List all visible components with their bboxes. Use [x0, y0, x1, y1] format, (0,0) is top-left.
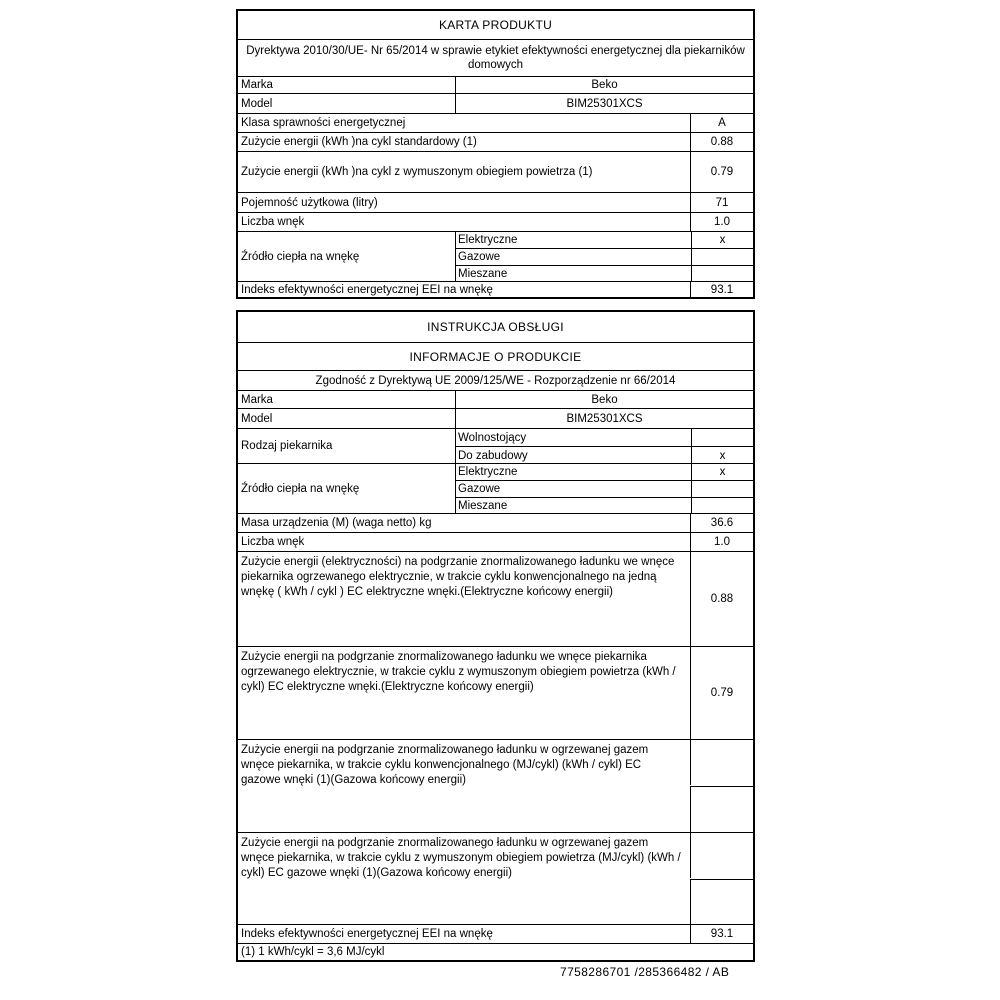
manual-ec-elec-conv-row — [238, 551, 753, 646]
card-energy-fan-label: Zużycie energii (kWh )na cykl z wymuszonym obiegiem powietrza (1) — [241, 166, 593, 178]
manual-ec-gas-conv-label: Zużycie energii na podgrzanie znormalizowanego ładunku w ogrzewanej gazem wnęce piekarnika, w trakcie cyklu konwencjonalnego (MJ/cykl) (kWh / cykl) EC gazowe wnęki (1)(Gazowa końcowy energii) — [241, 744, 649, 786]
card-heat-source-value — [691, 249, 753, 265]
card-heat-source-row — [456, 232, 753, 248]
card-cavities-label: Liczba wnęk — [241, 216, 305, 228]
manual-eei-label: Indeks efektywności energetycznej EEI na wnękę — [241, 928, 493, 940]
manual-subtitle-row — [238, 342, 753, 370]
card-energy-fan-value: 0.79 — [690, 152, 753, 192]
manual-ec-gas-fan-value-kwh — [690, 879, 753, 924]
card-brand-label: Marka — [241, 79, 273, 91]
card-cavities-value: 1.0 — [690, 213, 753, 231]
manual-heat-label: Źródło ciepła na wnękę — [241, 482, 360, 495]
manual-model-row — [238, 408, 753, 428]
card-title-row — [238, 11, 753, 39]
card-eei-label: Indeks efektywności energetycznej EEI na wnękę — [241, 283, 493, 296]
manual-heat-source-row — [456, 497, 753, 514]
manual-mass-row — [238, 513, 753, 532]
manual-heat-source-value — [691, 498, 753, 514]
card-volume-row — [238, 192, 753, 212]
card-energy-std-value: 0.88 — [690, 133, 753, 151]
card-heat-source-value: x — [691, 232, 753, 248]
card-heat-source-row — [456, 265, 753, 282]
manual-oven-type-name: Wolnostojący — [458, 431, 527, 444]
manual-oven-type-row — [238, 428, 753, 463]
manual-ec-elec-fan-label: Zużycie energii na podgrzanie znormalizowanego ładunku we wnęce piekarnika ogrzewanego elektrycznie, w trakcie cyklu z wymuszonym obiegiem powietrza (kWh / cykl) EC elektryczne wnęki.(Elektryczne końcowy energii) — [241, 651, 676, 693]
manual-ec-gas-fan-row — [238, 832, 753, 924]
manual-eei-row — [238, 924, 753, 943]
manual-footnote: (1) 1 kWh/cykl = 3,6 MJ/cykl — [241, 946, 385, 958]
manual-model-value: BIM25301XCS — [455, 409, 753, 428]
manual-ec-elec-conv-label: Zużycie energii (elektryczności) na podgrzanie znormalizowanego ładunku we wnęce piekarnika ogrzewanego elektrycznie, w trakcie cyklu konwencjonalnego na jedną wnękę ( kWh / cykl ) EC elektryczne wnęki.(Elektryczne końcowy energii) — [241, 556, 675, 598]
manual-title: INSTRUKCJA OBSŁUGI — [427, 320, 564, 334]
manual-oven-type-value: x — [691, 447, 753, 464]
manual-oven-type-value — [691, 429, 753, 446]
card-title: KARTA PRODUKTU — [438, 18, 553, 32]
card-energy-std-row — [238, 132, 753, 151]
manual-directive: Zgodność z Dyrektywą UE 2009/125/WE - Rozporządzenie nr 66/2014 — [315, 374, 676, 387]
manual-oven-types — [455, 429, 753, 463]
manual-title-row — [238, 312, 753, 342]
card-heat-source-name: Gazowe — [458, 251, 501, 263]
manual-directive-row — [238, 370, 753, 390]
manual-oven-type-label: Rodzaj piekarnika — [241, 440, 333, 452]
card-model-label: Model — [241, 97, 273, 110]
manual-brand-row — [238, 390, 753, 408]
card-cavities-row — [238, 212, 753, 231]
card-directive-row — [238, 39, 753, 76]
manual-ec-gas-conv-row — [238, 739, 753, 832]
manual-footnote-row — [238, 943, 753, 960]
manual-oven-type-option — [456, 446, 753, 464]
card-heat-row — [238, 231, 753, 281]
card-heat-sources — [455, 232, 753, 281]
card-heat-label: Źródło ciepła na wnękę — [241, 250, 360, 263]
manual-cavities-row — [238, 532, 753, 551]
card-class-row — [238, 113, 753, 132]
manual-heat-source-row — [456, 464, 753, 480]
manual-heat-source-name: Elektryczne — [458, 466, 518, 478]
manual-ec-elec-conv-value: 0.88 — [690, 552, 753, 646]
manual-ec-elec-fan-value: 0.79 — [690, 647, 753, 739]
card-heat-source-name: Mieszane — [458, 268, 508, 280]
manual-oven-type-name: Do zabudowy — [458, 449, 528, 462]
card-brand-value: Beko — [455, 77, 753, 93]
manual-brand-label: Marka — [241, 393, 273, 406]
card-energy-fan-row — [238, 151, 753, 192]
card-volume-value: 71 — [690, 193, 753, 212]
card-model-value: BIM25301XCS — [455, 94, 753, 113]
manual-ec-elec-fan-row — [238, 646, 753, 739]
manual-heat-sources — [455, 464, 753, 513]
manual-ec-gas-fan-value-mj — [690, 833, 753, 878]
card-volume-label: Pojemność użytkowa (litry) — [241, 196, 378, 209]
card-eei-row — [238, 281, 753, 297]
manual-oven-type-option — [456, 429, 753, 446]
manual-cavities-label: Liczba wnęk — [241, 536, 305, 548]
card-heat-source-value — [691, 266, 753, 282]
document-code: 7758286701 /285366482 / AB — [560, 965, 730, 979]
product-card-table — [236, 9, 755, 299]
product-info-table — [236, 310, 755, 962]
manual-mass-value: 36.6 — [690, 514, 753, 532]
card-class-label: Klasa sprawności energetycznej — [241, 117, 406, 129]
card-class-value: A — [690, 114, 753, 132]
card-heat-source-row — [456, 248, 753, 265]
manual-ec-gas-conv-value-kwh — [690, 786, 753, 832]
manual-mass-label: Masa urządzenia (M) (waga netto) kg — [241, 517, 432, 529]
manual-subtitle: INFORMACJE O PRODUKCIE — [409, 349, 582, 364]
manual-heat-row — [238, 463, 753, 513]
manual-model-label: Model — [241, 412, 273, 425]
manual-heat-source-name: Gazowe — [458, 483, 501, 495]
card-brand-row — [238, 76, 753, 93]
manual-eei-value: 93.1 — [690, 925, 753, 943]
card-energy-std-label: Zużycie energii (kWh )na cykl standardowy (1) — [241, 136, 477, 148]
manual-heat-source-row — [456, 480, 753, 497]
card-eei-value: 93.1 — [690, 282, 753, 297]
manual-brand-value: Beko — [455, 391, 753, 408]
manual-ec-gas-fan-label: Zużycie energii na podgrzanie znormalizowanego ładunku w ogrzewanej gazem wnęce piekarnika, w trakcie cyklu z wymuszonym obiegiem powietrza (MJ/cykl) (kWh / cykl) EC gazowe wnęki (1)(Gazowa końcowy energii) — [241, 837, 681, 879]
manual-heat-source-value: x — [691, 464, 753, 480]
card-heat-source-name: Elektryczne — [458, 234, 518, 246]
manual-heat-source-name: Mieszane — [458, 500, 508, 512]
card-directive: Dyrektywa 2010/30/UE- Nr 65/2014 w sprawie etykiet efektywności energetycznej dla piekarników domowych — [246, 45, 745, 71]
manual-cavities-value: 1.0 — [690, 533, 753, 551]
card-model-row — [238, 93, 753, 113]
manual-heat-source-value — [691, 481, 753, 497]
manual-ec-gas-conv-value-mj — [690, 740, 753, 785]
